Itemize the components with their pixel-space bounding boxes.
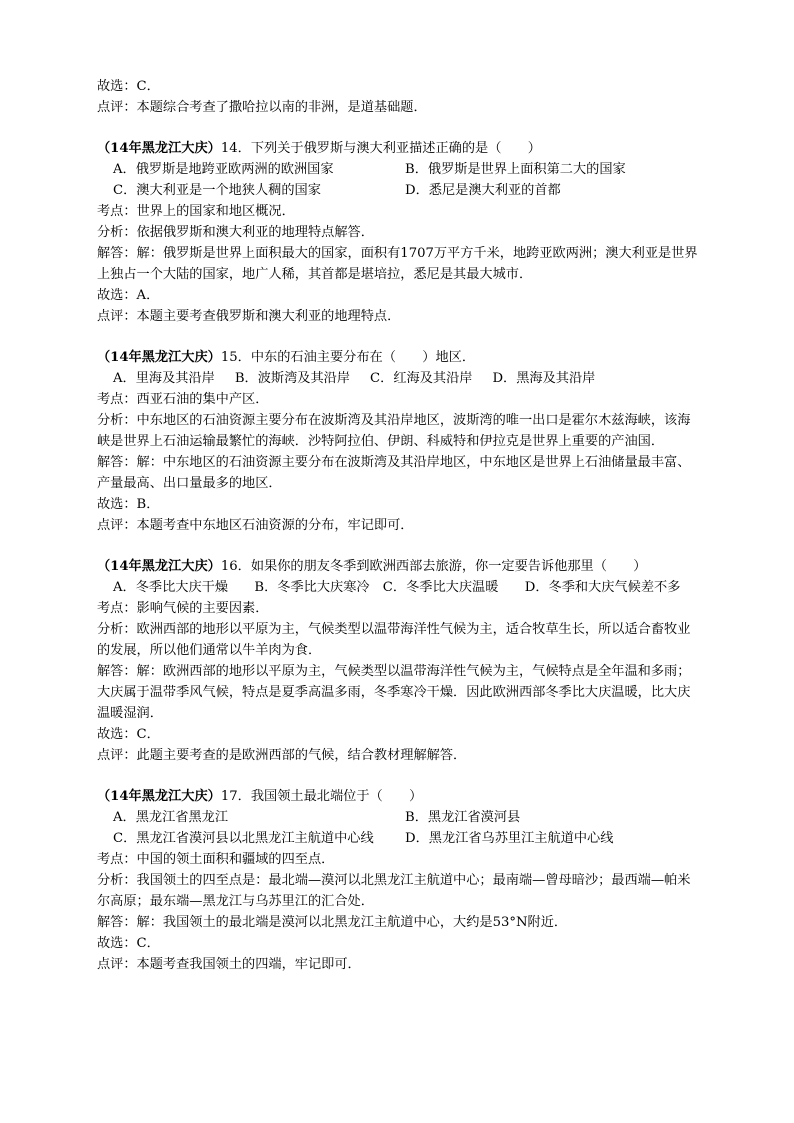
question-16 [97,556,702,766]
option-a: A．俄罗斯是地跨亚欧两洲的欧洲国家 [113,162,334,177]
question-stem [97,138,702,159]
comment: 点评：本题主要考查俄罗斯和澳大利亚的地理特点． [97,309,401,324]
options-grid [97,807,702,849]
analysis: 分析：依据俄罗斯和澳大利亚的地理特点解答． [97,225,374,240]
question-14 [97,138,702,327]
option-a: A．里海及其沿岸 [113,371,215,386]
knowledge-point: 考点：影响气候的主要因素． [97,601,269,616]
question-17 [97,786,702,975]
solution: 解答：解：欧洲西部的地形以平原为主，气候类型以温带海洋性气候为主，气候特点是全年温和多雨；大庆属于温带季风气候，特点是夏季高温多雨，冬季寒冷干燥．因此欧洲西部冬季比大庆温暖，比大庆温暖湿润． [97,664,691,721]
question-source-tag: （14年黑龙江大庆） [97,789,221,804]
solution: 解答：解：俄罗斯是世界上面积最大的国家，面积有1707万平方千米，地跨亚欧两洲；澳大利亚是世界上独占一个大陆的国家，地广人稀，其首都是堪培拉，悉尼是其最大城市． [97,246,698,282]
option-c: C．黑龙江省漠河县以北黑龙江主航道中心线 [113,831,374,846]
comment: 点评：此题主要考查的是欧洲西部的气候，结合教材理解解答． [97,748,467,763]
question-stem [97,347,702,368]
options-row [97,577,702,598]
knowledge-point: 考点：西亚石油的集中产区． [97,392,269,407]
question-text: 16．如果你的朋友冬季到欧洲西部去旅游，你一定要告诉他那里（ ） [220,559,647,574]
options-grid [97,159,702,201]
solution: 解答：解：我国领土的最北端是漠河以北黑龙江主航道中心，大约是53°N附近． [97,915,568,930]
analysis: 分析：欧洲西部的地形以平原为主，气候类型以温带海洋性气候为主，适合牧草生长，所以适合畜牧业的发展，所以他们通常以牛羊肉为食． [97,622,691,658]
answer: 故选：C． [97,936,160,951]
question-stem [97,556,702,577]
question-text: 17．我国领土最北端位于（ ） [220,789,423,804]
prev-answer: 故选：C． [97,79,160,94]
option-b: B．冬季比大庆寒冷 [254,580,370,595]
analysis: 分析：中东地区的石油资源主要分布在波斯湾及其沿岸地区，波斯湾的唯一出口是霍尔木兹海峡，该海峡是世界上石油运输最繁忙的海峡．沙特阿拉伯、伊朗、科威特和伊拉克是世界上重要的产油国． [97,413,691,449]
question-text: 14．下列关于俄罗斯与澳大利亚描述正确的是（ ） [220,141,541,156]
document-page [97,76,702,975]
question-source-tag: （14年黑龙江大庆） [97,350,221,365]
question-source-tag: （14年黑龙江大庆） [97,559,221,574]
knowledge-point: 考点：中国的领土面积和疆域的四至点． [97,852,335,867]
analysis: 分析：我国领土的四至点是：最北端—漠河以北黑龙江主航道中心；最南端—曾母暗沙；最西端—帕米尔高原；最东端—黑龙江与乌苏里江的汇合处． [97,873,691,909]
option-b: B．黑龙江省漠河县 [405,810,521,825]
option-d: D．黑龙江省乌苏里江主航道中心线 [405,831,614,846]
comment: 点评：本题考查中东地区石油资源的分布，牢记即可． [97,518,414,533]
question-15 [97,347,702,536]
option-c: C．冬季比大庆温暖 [382,580,499,595]
solution: 解答：解：中东地区的石油资源主要分布在波斯湾及其沿岸地区，中东地区是世界上石油储量最丰富、产量最高、出口量最多的地区． [97,455,691,491]
question-stem [97,786,702,807]
question-source-tag: （14年黑龙江大庆） [97,141,221,156]
answer: 故选：C． [97,727,160,742]
option-b: B．俄罗斯是世界上面积第二大的国家 [405,162,626,177]
prev-comment: 点评：本题综合考查了撒哈拉以南的非洲，是道基础题． [97,100,427,115]
option-d: D．悉尼是澳大利亚的首都 [405,183,561,198]
option-a: A．黑龙江省黑龙江 [113,810,229,825]
option-c: C．澳大利亚是一个地狭人稠的国家 [113,183,321,198]
option-a: A．冬季比大庆干燥 [113,580,229,595]
option-c: C．红海及其沿岸 [370,371,473,386]
comment: 点评：本题考查我国领土的四端，牢记即可． [97,957,361,972]
option-d: D．冬季和大庆气候差不多 [524,580,681,595]
options-row [97,368,702,389]
option-b: B．波斯湾及其沿岸 [234,371,351,386]
answer: 故选：A． [97,288,160,303]
knowledge-point: 考点：世界上的国家和地区概况． [97,204,295,219]
answer: 故选：B． [97,497,160,512]
question-text: 15．中东的石油主要分布在（ ）地区． [220,350,476,365]
option-d: D．黑海及其沿岸 [492,371,596,386]
